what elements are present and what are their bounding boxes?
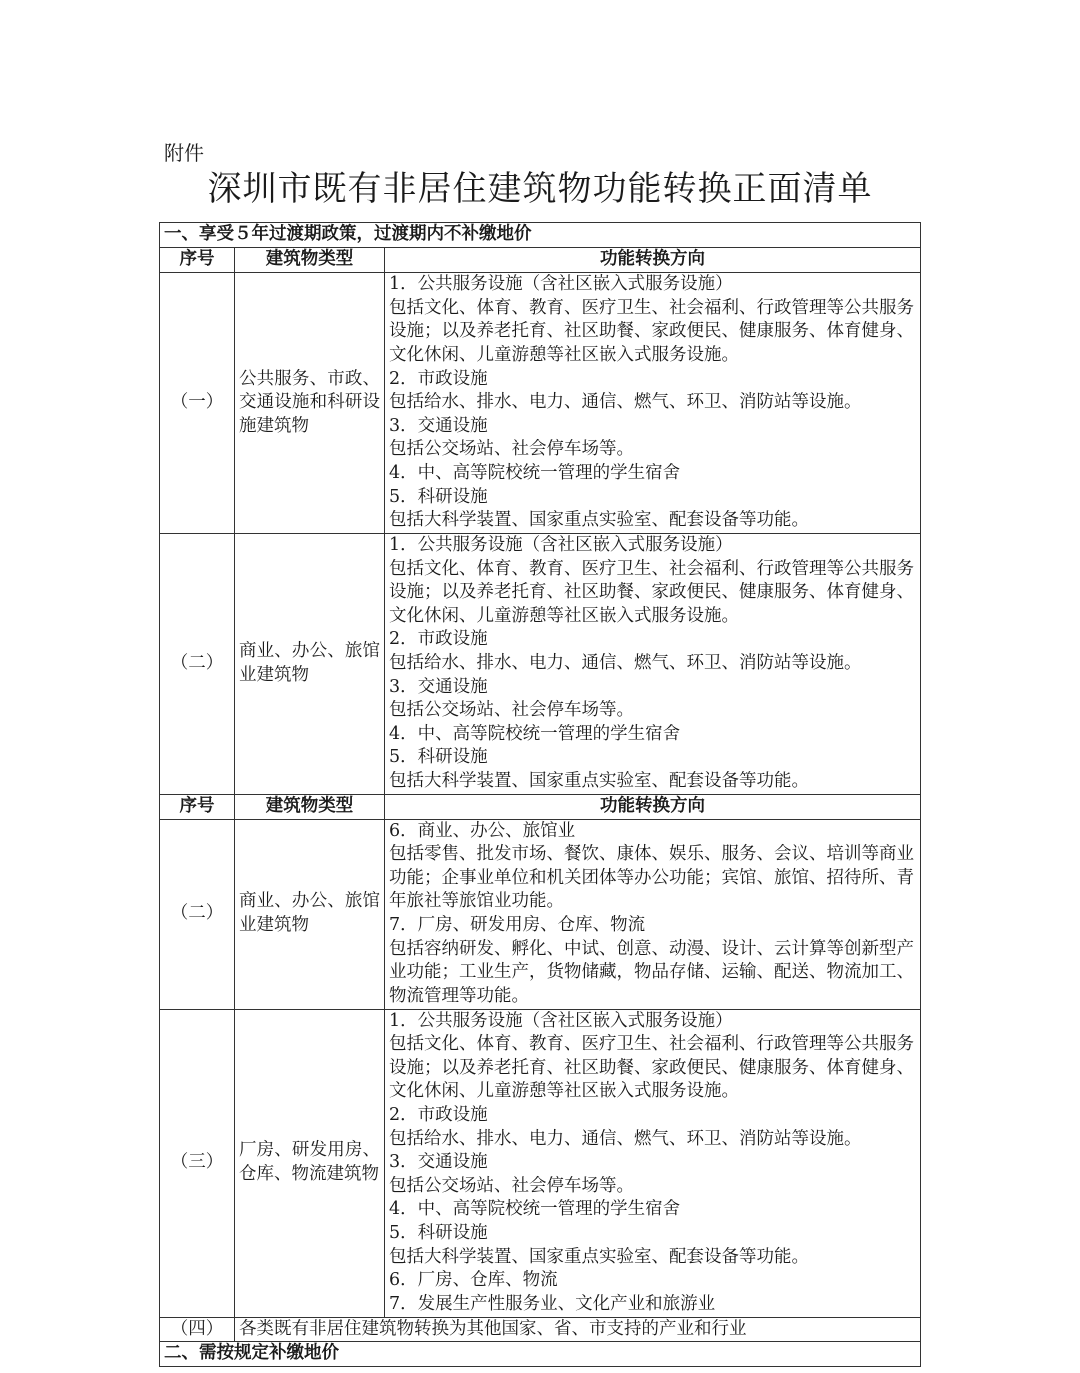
direction-line: 包括文化、体育、教育、医疗卫生、社会福利、行政管理等公共服务设施；以及养老托育、社区助餐、家政便民、健康服务、体育健身、文化休闲、儿童游憩等社区嵌入式服务设施。 <box>389 297 914 366</box>
row-direction <box>385 1009 921 1317</box>
row-building-type: 公共服务、市政、交通设施和科研设施建筑物 <box>235 273 385 534</box>
direction-line: 1．公共服务设施（含社区嵌入式服务设施） <box>389 535 733 555</box>
column-header-row <box>160 248 921 273</box>
direction-line: 包括大科学装置、国家重点实验室、配套设备等功能。 <box>389 1246 809 1267</box>
direction-line: 5．科研设施 <box>389 1223 488 1244</box>
direction-line: 包括大科学装置、国家重点实验室、配套设备等功能。 <box>389 510 809 531</box>
direction-line: 2．市政设施 <box>389 1105 488 1126</box>
table-row <box>160 819 921 1009</box>
direction-line: 7．发展生产性服务业、文化产业和旅游业 <box>389 1293 716 1314</box>
direction-line: 1．公共服务设施（含社区嵌入式服务设施） <box>389 274 733 295</box>
direction-line: 6．商业、办公、旅馆业 <box>389 820 576 841</box>
section-2-heading: 二、需按规定补缴地价 <box>160 1342 921 1367</box>
row-seq: （一） <box>160 273 235 534</box>
direction-line: 包括给水、排水、电力、通信、燃气、环卫、消防站等设施。 <box>389 1128 862 1149</box>
section-header-row <box>160 1342 921 1367</box>
direction-line: 2．市政设施 <box>389 368 488 389</box>
row-direction: 各类既有非居住建筑物转换为其他国家、省、市支持的产业和行业 <box>235 1317 921 1342</box>
direction-line: 包括大科学装置、国家重点实验室、配套设备等功能。 <box>389 770 809 791</box>
attachment-label: 附件 <box>164 141 204 165</box>
row-direction <box>385 819 921 1009</box>
function-conversion-table <box>159 222 921 1367</box>
direction-line: 包括公交场站、社会停车场等。 <box>389 700 634 721</box>
row-seq: （三） <box>160 1009 235 1317</box>
direction-line: 1．公共服务设施（含社区嵌入式服务设施） <box>389 1010 733 1031</box>
header-direction: 功能转换方向 <box>385 794 921 819</box>
header-seq: 序号 <box>160 794 235 819</box>
header-building-type: 建筑物类型 <box>235 248 385 273</box>
table-row <box>160 534 921 795</box>
direction-line: 6．厂房、仓库、物流 <box>389 1270 558 1291</box>
row-building-type: 厂房、研发用房、仓库、物流建筑物 <box>235 1009 385 1317</box>
table-row <box>160 1009 921 1317</box>
direction-line: 4．中、高等院校统一管理的学生宿舍 <box>389 723 681 744</box>
direction-line: 包括零售、批发市场、餐饮、康体、娱乐、服务、会议、培训等商业功能；企事业单位和机关团体等办公功能；宾馆、旅馆、招待所、青年旅社等旅馆业功能。 <box>389 844 914 912</box>
direction-line: 4．中、高等院校统一管理的学生宿舍 <box>389 1199 681 1220</box>
direction-line: 5．科研设施 <box>389 747 488 768</box>
direction-line: 2．市政设施 <box>389 629 488 650</box>
direction-line: 包括给水、排水、电力、通信、燃气、环卫、消防站等设施。 <box>389 392 862 413</box>
header-building-type: 建筑物类型 <box>235 794 385 819</box>
direction-line: 5．科研设施 <box>389 486 488 507</box>
direction-line: 包括给水、排水、电力、通信、燃气、环卫、消防站等设施。 <box>389 652 862 673</box>
table-row <box>160 1317 921 1342</box>
section-header-row <box>160 223 921 248</box>
row-building-type: 商业、办公、旅馆业建筑物 <box>235 534 385 795</box>
direction-line: 3．交通设施 <box>389 676 488 697</box>
direction-line: 包括文化、体育、教育、医疗卫生、社会福利、行政管理等公共服务设施；以及养老托育、社区助餐、家政便民、健康服务、体育健身、文化休闲、儿童游憩等社区嵌入式服务设施。 <box>389 558 914 626</box>
row-seq: （四） <box>160 1317 235 1342</box>
direction-line: 4．中、高等院校统一管理的学生宿舍 <box>389 462 681 483</box>
direction-line: 7．厂房、研发用房、仓库、物流 <box>389 915 646 936</box>
header-seq: 序号 <box>160 248 235 273</box>
section-1-heading: 一、享受５年过渡期政策，过渡期内不补缴地价 <box>160 223 921 248</box>
row-seq: （二） <box>160 534 235 795</box>
direction-line: 包括公交场站、社会停车场等。 <box>389 1175 634 1196</box>
row-direction <box>385 273 921 534</box>
row-direction <box>385 534 921 795</box>
direction-line: 3．交通设施 <box>389 1152 488 1173</box>
column-header-row <box>160 794 921 819</box>
direction-line: 包括公交场站、社会停车场等。 <box>389 439 634 460</box>
direction-line: 包括容纳研发、孵化、中试、创意、动漫、设计、云计算等创新型产业功能；工业生产，货物储藏，物品存储、运输、配送、物流加工、物流管理等功能。 <box>389 938 914 1006</box>
direction-line: 包括文化、体育、教育、医疗卫生、社会福利、行政管理等公共服务设施；以及养老托育、社区助餐、家政便民、健康服务、体育健身、文化休闲、儿童游憩等社区嵌入式服务设施。 <box>389 1034 914 1102</box>
row-seq: （二） <box>160 819 235 1009</box>
table-row <box>160 273 921 534</box>
row-building-type: 商业、办公、旅馆业建筑物 <box>235 819 385 1009</box>
document-title: 深圳市既有非居住建筑物功能转换正面清单 <box>207 169 873 209</box>
header-direction: 功能转换方向 <box>385 248 921 273</box>
direction-line: 3．交通设施 <box>389 415 488 436</box>
